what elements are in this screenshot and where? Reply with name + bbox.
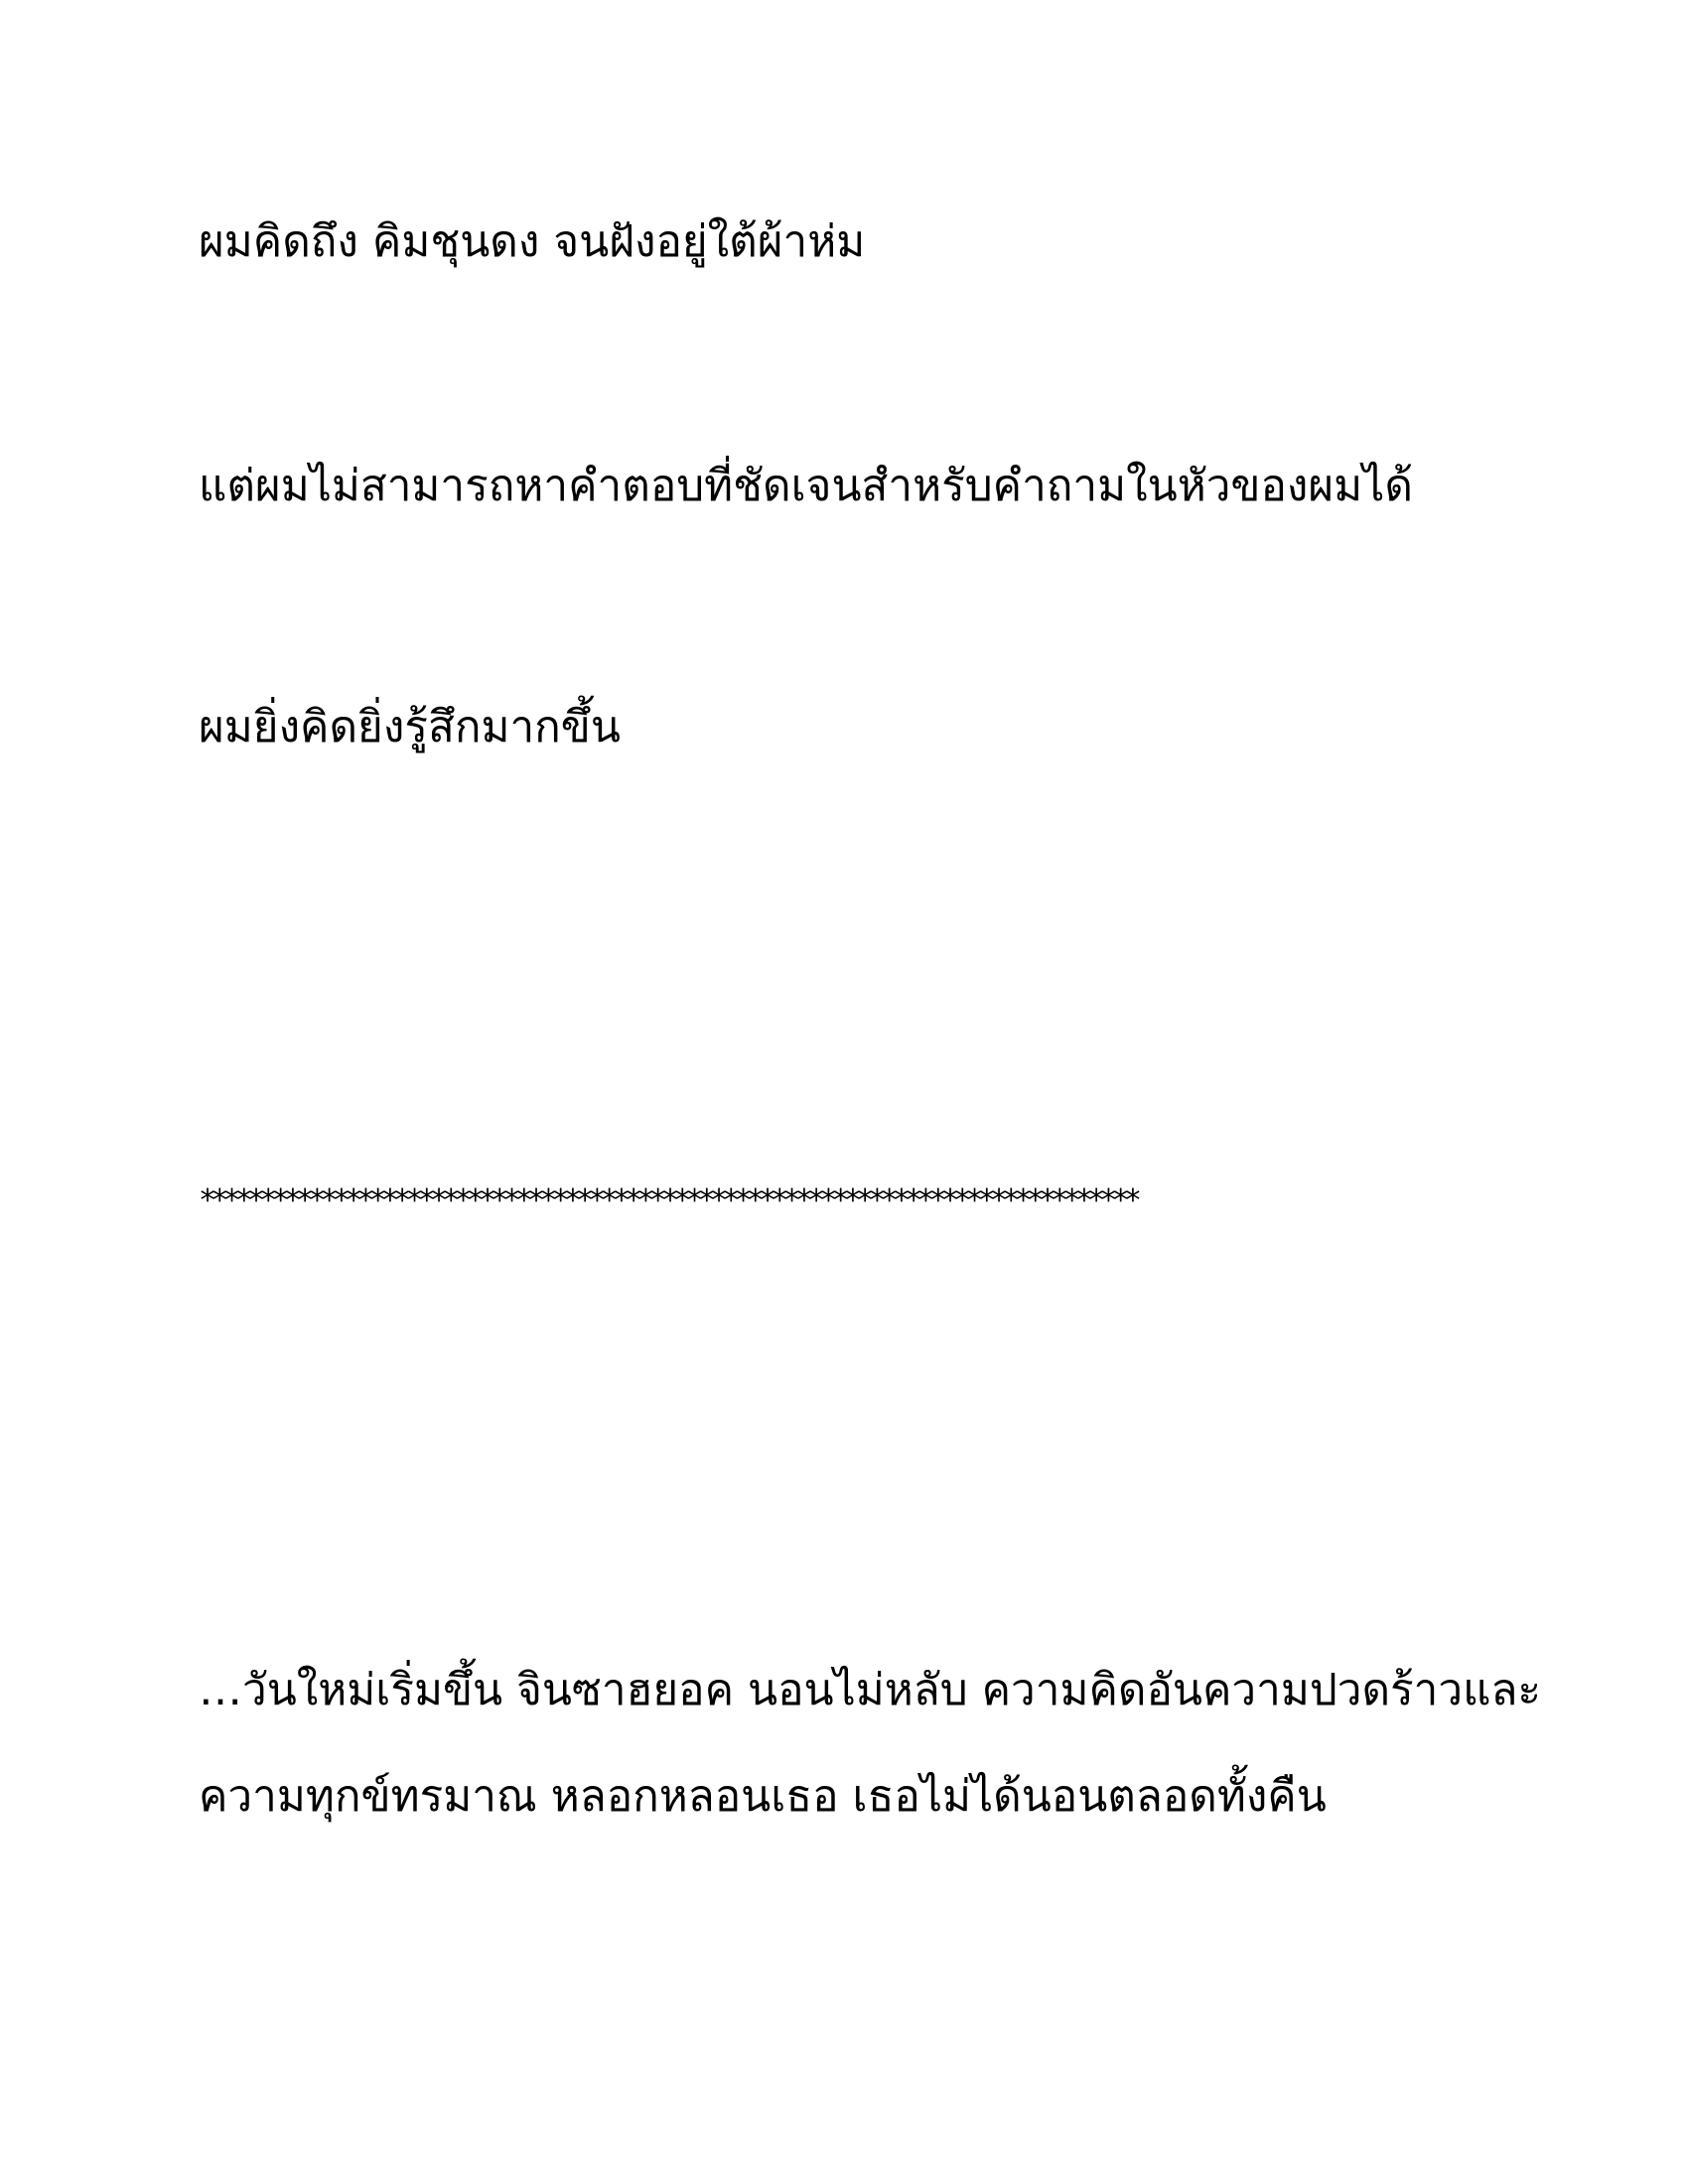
paragraph-2: แต่ผมไม่สามารถหาคำตอบที่ชัดเจนสำหรับคำถามในหัวของผมได้: [199, 461, 1413, 511]
closing-line-2: ความทุกข์ทรมาณ หลอกหลอนเธอ เธอไม่ได้นอนตลอดทั้งคืน: [199, 1771, 1327, 1822]
paragraph-3: ผมยิ่งคิดยิ่งรู้สึกมากขึ้น: [199, 702, 621, 752]
paragraph-1: ผมคิดถึง คิมชุนดง จนฝังอยู่ใต้ผ้าห่ม: [199, 216, 866, 267]
closing-line-1: …วันใหม่เริ่มขึ้น จินซาฮยอค นอนไม่หลับ ความคิดอันความปวดร้าวและ: [199, 1665, 1542, 1715]
section-separator: *****************************************************************************: [199, 1183, 1137, 1218]
